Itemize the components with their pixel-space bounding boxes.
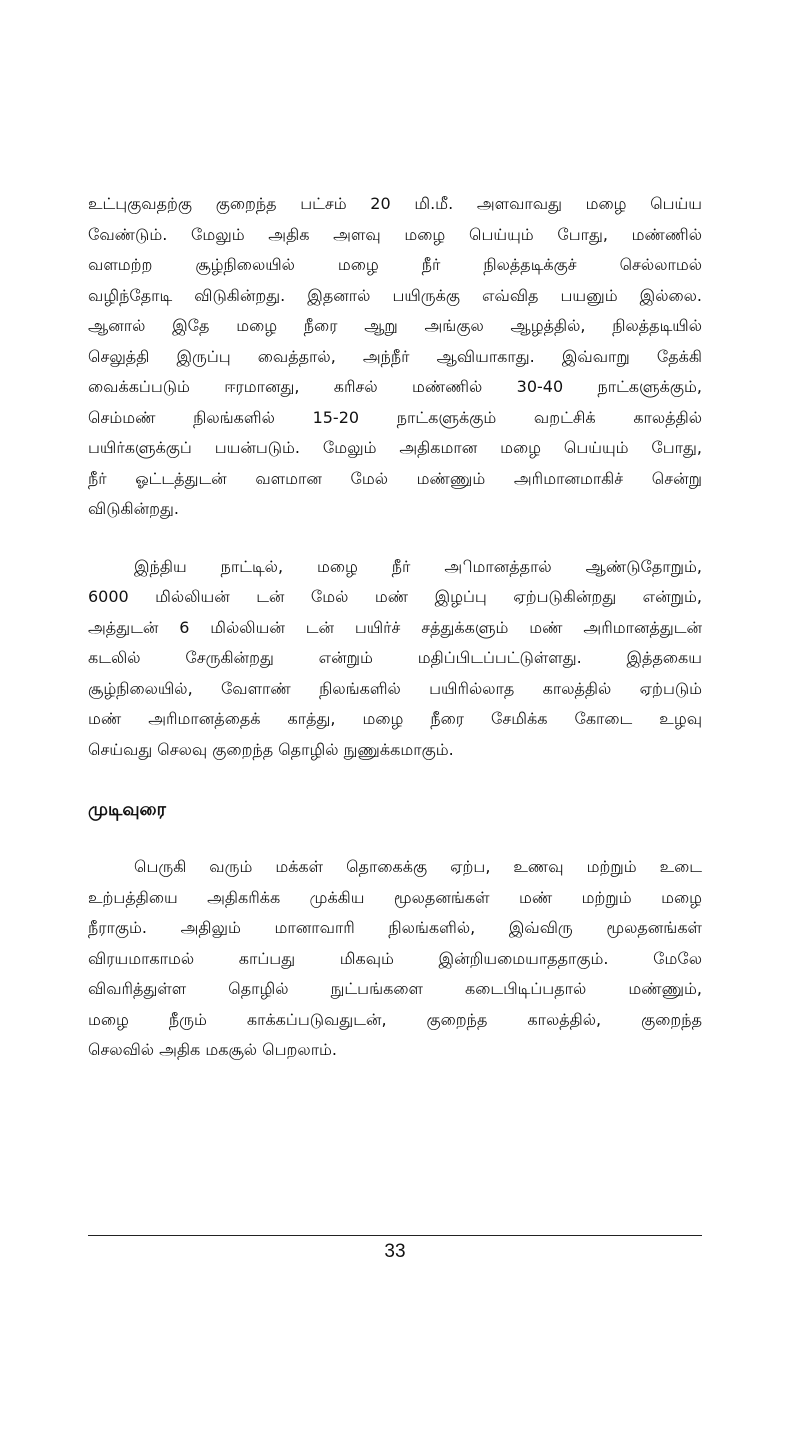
text-line: ஆனால் இதே மழை நீரை ஆறு அங்குல ஆழத்தில், நிலத்தடியில் [88,316,702,335]
page-content [88,189,702,1066]
text-line: நீராகும். அதிலும் மானாவாரி நிலங்களில், இவ்விரு மூலதனங்கள் [88,918,702,937]
section-heading-conclusion: முடிவுரை [88,799,166,820]
text-line: வழிந்தோடி விடுகின்றது. இதனால் பயிருக்கு எவ்வித பயனும் இல்லை. [88,285,702,305]
text-line: பெருகி வரும் மக்கள் தொகைக்கு ஏற்ப, உணவு மற்றும் உடை [134,857,702,876]
text-line: விவரித்துள்ள தொழில் நுட்பங்களை கடைபிடிப்பதால் மண்ணும், [88,979,702,998]
text-line: நீர் ஓட்டத்துடன் வளமான மேல் மண்ணும் அரிமானமாகிச் சென்று [88,468,702,488]
text-line: கடலில் சேருகின்றது என்றும் மதிப்பிடப்பட்டுள்ளது. இத்தகைய [88,648,702,667]
page-number: 33 [384,1241,406,1262]
footer-divider [88,1235,702,1236]
paragraph-india-erosion [88,552,702,766]
text-line: மழை நீரும் காக்கப்படுவதுடன், குறைந்த காலத்தில், குறைந்த [88,1009,702,1029]
text-line: வைக்கப்படும் ஈரமானது, கரிசல் மண்ணில் 30-40 நாட்களுக்கும், [88,377,702,396]
text-line: செய்வது செலவு குறைந்த தொழில் நுணுக்கமாகும். [88,739,454,759]
text-line: மண் அரிமானத்தைக் காத்து, மழை நீரை சேமிக்க கோடை உழவு [88,709,702,728]
text-line: 6000 மில்லியன் டன் மேல் மண் இழப்பு ஏற்படுகின்றது என்றும், [88,587,702,606]
text-line: சூழ்நிலையில், வேளாண் நிலங்களில் பயிரில்லாத காலத்தில் ஏற்படும் [88,678,702,698]
text-line: விடுகின்றது. [88,499,179,518]
text-line: செம்மண் நிலங்களில் 15-20 நாட்களுக்கும் வறட்சிக் காலத்தில் [88,407,702,427]
text-line: பயிர்களுக்குப் பயன்படும். மேலும் அதிகமான மழை பெய்யும் போது, [88,438,702,457]
paragraph-conclusion [88,852,702,1066]
text-line: வேண்டும். மேலும் அதிக அளவு மழை பெய்யும் போது, மண்ணில் [88,224,702,244]
text-line: உற்பத்தியை அதிகரிக்க முக்கிய மூலதனங்கள் மண் மற்றும் மழை [88,887,702,907]
text-line: விரயமாகாமல் காப்பது மிகவும் இன்றியமையாததாகும். மேலே [88,948,702,968]
text-line: செலுத்தி இருப்பு வைத்தால், அந்நீர் ஆவியாகாது. இவ்வாறு தேக்கி [88,346,702,366]
text-line: அத்துடன் 6 மில்லியன் டன் பயிர்ச் சத்துக்களும் மண் அரிமானத்துடன் [88,617,702,637]
text-line: செலவில் அதிக மகசூல் பெறலாம். [88,1040,338,1059]
text-line: இந்திய நாட்டில், மழை நீர் அிமானத்தால் ஆண்டுதோறும், [134,556,702,576]
text-line: உட்புகுவதற்கு குறைந்த பட்சம் 20 மி.மீ. அளவாவது மழை பெய்ய [88,194,702,213]
paragraph-soil-rain [88,189,702,525]
text-line: வளமற்ற சூழ்நிலையில் மழை நீர் நிலத்தடிக்குச் செல்லாமல் [88,255,702,274]
